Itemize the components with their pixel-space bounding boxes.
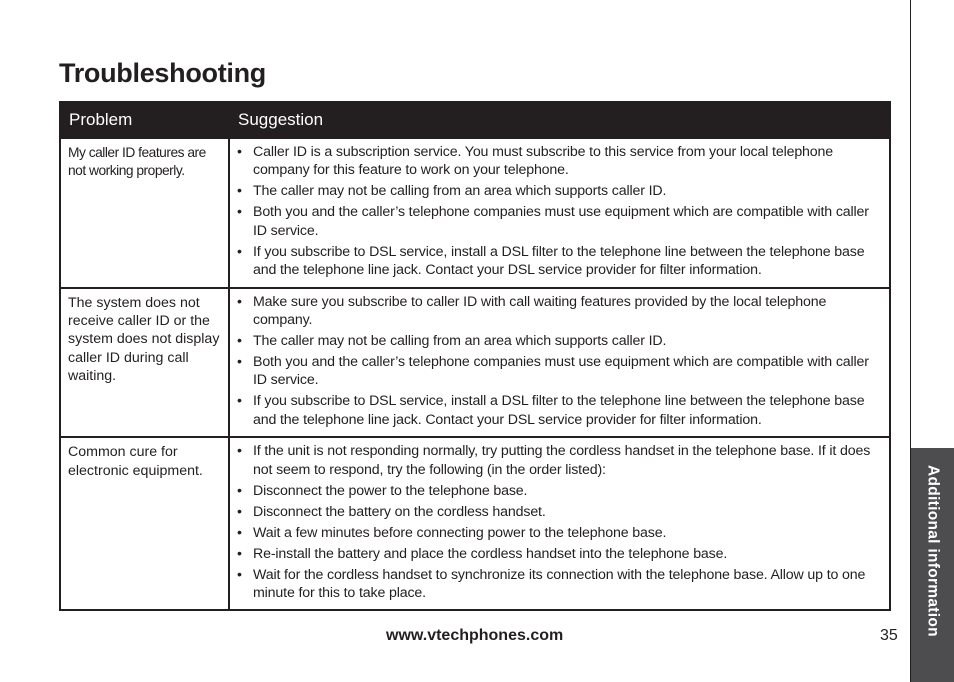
suggestion-item: • Caller ID is a subscription service. You must subscribe to this service from your local telephone company for this feature to work on your telephone. bbox=[237, 143, 883, 180]
suggestion-item: • Wait for the cordless handset to synchronize its connection with the telephone base. Allow up to one minute for this to take place. bbox=[237, 566, 883, 603]
suggestion-item: • If you subscribe to DSL service, install a DSL filter to the telephone line between the telephone base and the telephone line jack. Contact your DSL service provider for filter information. bbox=[237, 392, 883, 429]
suggestion-item: • The caller may not be calling from an area which supports caller ID. bbox=[237, 182, 883, 200]
problem-cell: The system does not receive caller ID or the system does not display caller ID during call waiting. bbox=[60, 288, 229, 438]
table-row bbox=[60, 437, 890, 610]
suggestion-list bbox=[237, 442, 883, 602]
suggestion-item: • The caller may not be calling from an area which supports caller ID. bbox=[237, 332, 883, 350]
suggestion-cell bbox=[229, 138, 890, 288]
footer-website-link[interactable]: www.vtechphones.com bbox=[386, 627, 564, 644]
header-problem: Problem bbox=[60, 102, 229, 138]
suggestion-cell bbox=[229, 437, 890, 610]
troubleshooting-table bbox=[59, 101, 891, 611]
table-row bbox=[60, 288, 890, 438]
problem-cell: Common cure for electronic equipment. bbox=[60, 437, 229, 610]
page-title: Troubleshooting bbox=[59, 58, 266, 88]
suggestion-item: • Make sure you subscribe to caller ID with call waiting features provided by the local telephone company. bbox=[237, 293, 883, 330]
suggestion-item: • Both you and the caller’s telephone companies must use equipment which are compatible with caller ID service. bbox=[237, 353, 883, 390]
suggestion-item: • If the unit is not responding normally, try putting the cordless handset in the telephone base. If it does not seem to respond, try the following (in the order listed): bbox=[237, 442, 883, 479]
table-row bbox=[60, 138, 890, 288]
header-suggestion: Suggestion bbox=[229, 102, 890, 138]
suggestion-item: • Disconnect the power to the telephone base. bbox=[237, 482, 883, 500]
suggestion-item: • If you subscribe to DSL service, install a DSL filter to the telephone line between the telephone base and the telephone line jack. Contact your DSL service provider for filter information. bbox=[237, 243, 883, 280]
suggestion-list bbox=[237, 293, 883, 430]
suggestion-list bbox=[237, 143, 883, 280]
suggestion-item: • Both you and the caller’s telephone companies must use equipment which are compatible with caller ID service. bbox=[237, 203, 883, 240]
problem-cell: My caller ID features are not working properly. bbox=[60, 138, 229, 288]
table-header-row bbox=[60, 102, 890, 138]
suggestion-item: • Re-install the battery and place the cordless handset into the telephone base. bbox=[237, 545, 883, 563]
suggestion-cell bbox=[229, 288, 890, 438]
section-tab-label: Additional information bbox=[924, 465, 942, 637]
suggestion-item: • Wait a few minutes before connecting power to the telephone base. bbox=[237, 524, 883, 542]
suggestion-item: • Disconnect the battery on the cordless handset. bbox=[237, 503, 883, 521]
page-number: 35 bbox=[880, 627, 898, 644]
